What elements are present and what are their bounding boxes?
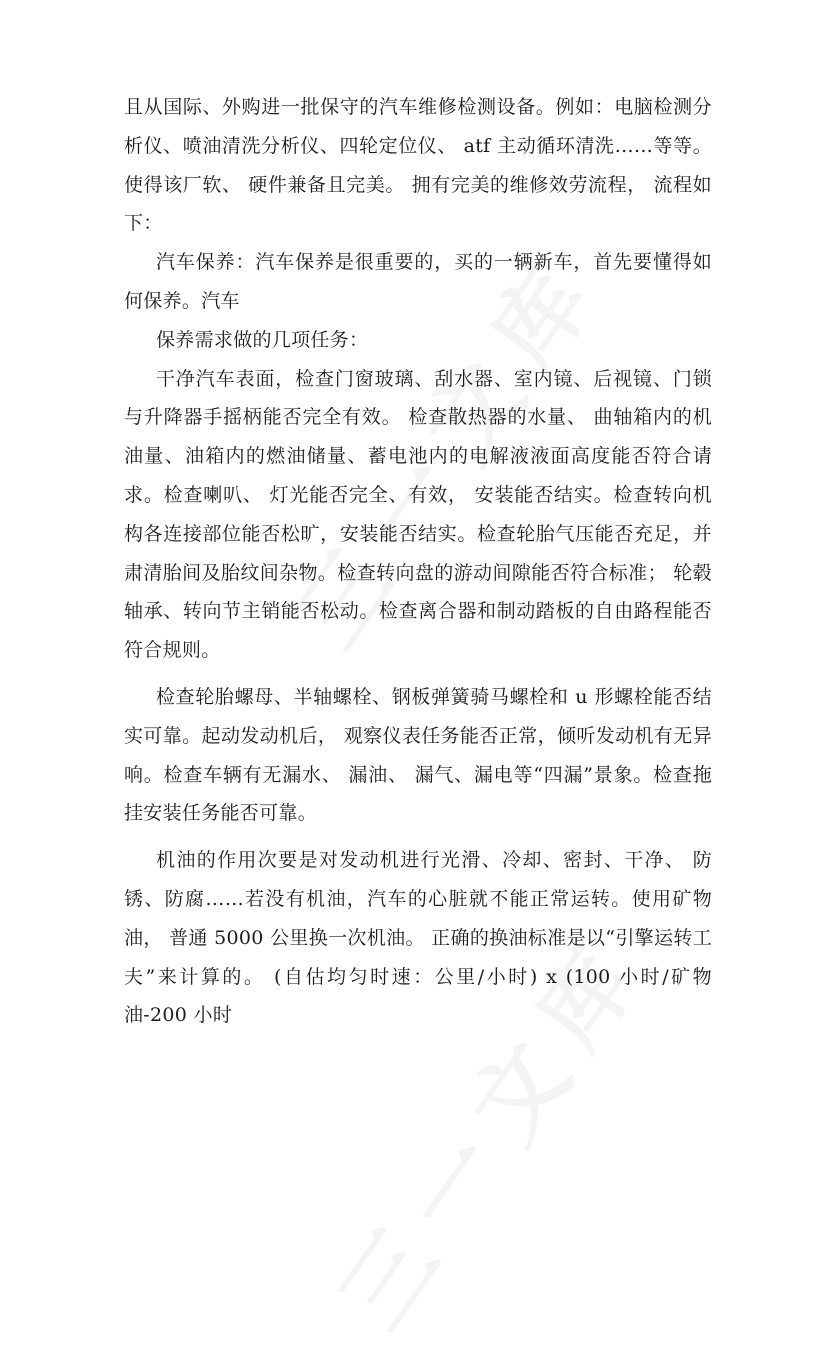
paragraph-bolt-check: 检查轮胎螺母、半轴螺栓、钢板弹簧骑马螺栓和 u 形螺栓能否结实可靠。起动发动机后， 观察仪表任务能否正常，倾听发动机有无异响。检查车辆有无漏水、 漏油、 漏气、漏电等“四漏”景象。检查拖挂安装任务能否可靠。 (124, 685, 712, 825)
paragraph-maintenance-intro: 汽车保养：汽车保养是很重要的，买的一辆新车，首先要懂得如何保养。汽车 (124, 251, 712, 312)
paragraph-equipment-intro: 且从国际、外购进一批保守的汽车维修检测设备。例如：电脑检测分析仪、喷油清洗分析仪、四轮定位仪、 atf 主动循环清洗……等等。使得该厂软、 硬件兼备且完美。 拥有完美的维修效劳流程， 流程如下： (124, 96, 712, 235)
paragraph-maintenance-tasks-heading: 保养需求做的几项任务： (156, 328, 369, 351)
paragraph-inspection-list: 干净汽车表面，检查门窗玻璃、刮水器、室内镜、后视镜、门锁与升降器手摇柄能否完全有效。 检查散热器的水量、 曲轴箱内的机油量、油箱内的燃油储量、蓄电池内的电解液液面高度能否符合请求。检查喇叭、 灯光能否完全、有效， 安装能否结实。检查转向机构各连接部位能否松旷，安装能否结实。检查轮胎气压能否充足，并肃清胎间及胎纹间杂物。检查转向盘的游动间隙能否符合标准； 轮毂轴承、转向节主销能否松动。检查离合器和制动踏板的自由路程能否符合规则。 (124, 367, 712, 662)
paragraph-engine-oil: 机油的作用次要是对发动机进行光滑、冷却、密封、干净、 防锈、防腐……若没有机油，汽车的心脏就不能正常运转。使用矿物油， 普通 5000 公里换一次机油。 正确的换油标准是以“引擎运转工夫”来计算的。 (自估均匀时速：公里/小时) x (100 小时/矿物油-200 小时 (124, 849, 712, 1027)
document-body (124, 88, 712, 1035)
